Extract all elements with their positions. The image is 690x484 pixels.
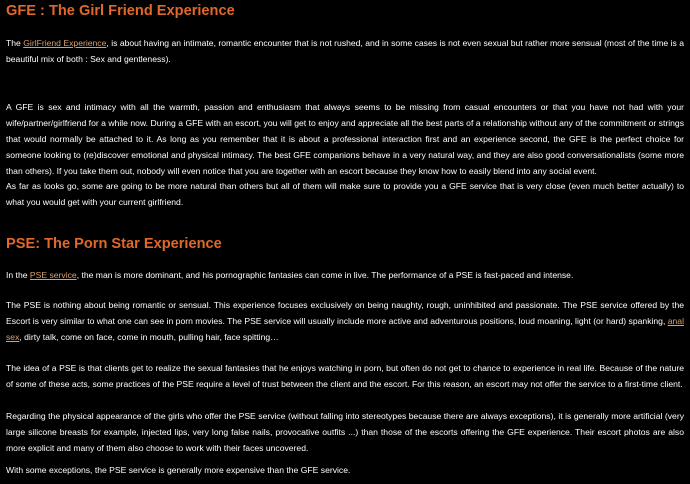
pse-idea-paragraph: The idea of a PSE is that clients get to realize the sexual fantasies that he enjoys watching in porn, but often do not get to chance to experience in real life. Because of the nature of some of these acts, some practices of the PSE require a level of trust between the client and the escort. For this reason, an escort may not offer the service to a first-time client.	[6, 363, 684, 389]
pse-price-paragraph: With some exceptions, the PSE service is generally more expensive than the GFE service.	[6, 465, 351, 475]
pse-intro-text-before: In the	[6, 270, 30, 280]
pse-description-text-before: The PSE is nothing about being romantic or sensual. This experience focuses exclusively on being naughty, rough, uninhibited and passionate. The PSE service offered by the Escort is very similar to what one can see in porn movies. The PSE service will usually include more active and adventurous positions, loud moaning, light (or hard) spanking,	[6, 300, 684, 326]
pse-service-link[interactable]: PSE service	[29, 270, 77, 280]
gfe-description-paragraph: A GFE is sex and intimacy with all the warmth, passion and enthusiasm that always seems to be missing from casual encounters or that you have not had with your wife/partner/girlfriend for a while now. During a GFE with an escort, you will get to enjoy and appreciate all the best parts of a relationship without any of the commitment or strings that would normally be attached to it. As long as you remember that it is about a professional interaction first and an experience second, the GFE is the perfect choice for someone looking to (re)discover emotional and physical intimacy. The best GFE companions behave in a very natural way, and they are also good conversationalists (some more than others). If you take them out, nobody will even notice that you are together with an escort because they know how to easily blend into any social event.	[6, 102, 684, 176]
pse-appearance-paragraph: Regarding the physical appearance of the girls who offer the PSE service (without falling into stereotypes because there are always exceptions), it is generally more artificial (very large silicone breasts for example, injected lips, very long false nails, provocative outfits ...) than those of the escorts offering the GFE experience. Their escort photos are also more explicit and many of them also choose to work with their faces uncovered.	[6, 411, 684, 453]
pse-intro-paragraph	[6, 268, 684, 284]
girlfriend-experience-link[interactable]: GirlFriend Experience	[23, 38, 107, 48]
gfe-intro-text-after: , is about having an intimate, romantic encounter that is not rushed, and in some cases is not even sexual but rather more sensual (most of the time is a beautiful mix of both : Sex and gentleness).	[6, 38, 685, 64]
gfe-intro-text-before: The	[6, 38, 24, 48]
pse-description-paragraph	[6, 298, 684, 346]
anal-sex-link[interactable]: anal sex	[6, 315, 684, 342]
gfe-intro-paragraph	[6, 36, 684, 68]
pse-intro-text-after: , the man is more dominant, and his pornographic fantasies can come in live. The performance of a PSE is fast-paced and intense.	[76, 270, 574, 280]
pse-description-text-after: , dirty talk, come on face, come in mouth, pulling hair, face spitting…	[19, 331, 279, 342]
gfe-heading: GFE : The Girl Friend Experience	[6, 3, 235, 19]
gfe-looks-paragraph: As far as looks go, some are going to be more natural than others but all of them will make sure to provide you a GFE service that is very close (even much better actually) to what you would get with your current girlfriend.	[6, 181, 684, 207]
pse-heading: PSE: The Porn Star Experience	[6, 236, 222, 252]
